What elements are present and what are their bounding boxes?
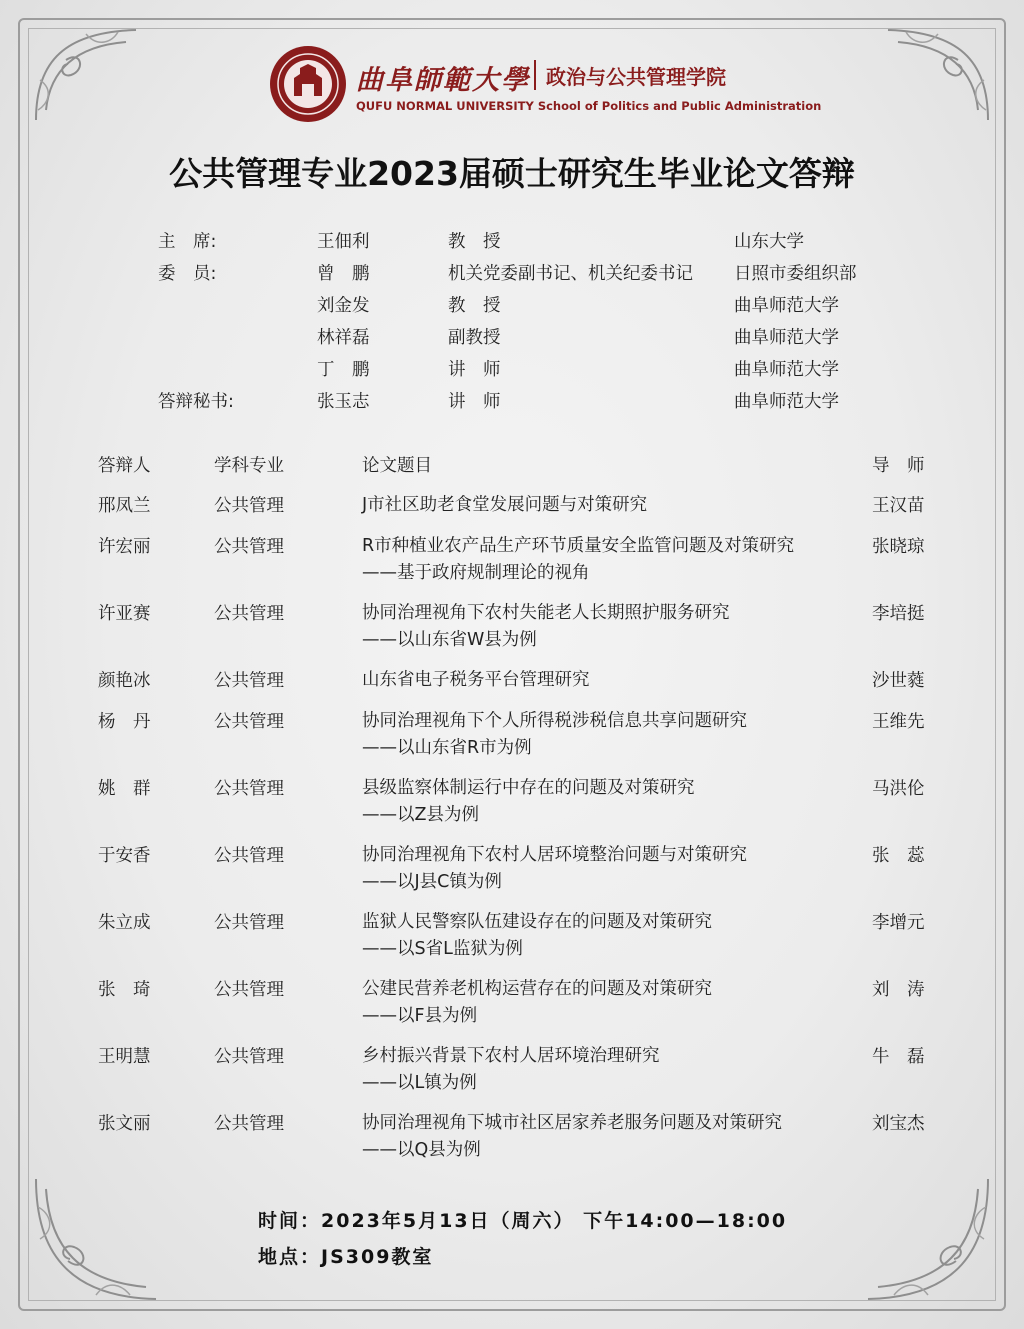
student-major: 公共管理 — [214, 537, 284, 557]
student-major: 公共管理 — [214, 712, 284, 732]
committee-org: 山东大学 — [734, 232, 804, 252]
table-row — [98, 1043, 958, 1110]
thesis-main: 协同治理视角下个人所得税涉税信息共享问题研究 — [362, 711, 747, 731]
committee-title: 机关党委副书记、机关纪委书记 — [448, 264, 693, 284]
committee-org: 日照市委组织部 — [734, 264, 857, 284]
committee-row — [158, 260, 918, 292]
committee-row — [158, 324, 918, 356]
committee-org: 曲阜师范大学 — [734, 328, 839, 348]
student-major: 公共管理 — [214, 496, 284, 516]
university-seal — [268, 44, 348, 128]
advisor-name: 张晓琼 — [872, 537, 925, 557]
advisor-name: 李培挺 — [872, 604, 925, 624]
table-row — [98, 775, 958, 842]
thesis-title — [362, 708, 747, 762]
committee-row — [158, 292, 918, 324]
committee-role: 主 席: — [158, 232, 217, 252]
advisor-name: 牛 磊 — [872, 1047, 925, 1067]
advisor-name: 沙世蕤 — [872, 671, 925, 691]
thesis-subtitle: ——以S省L监狱为例 — [362, 939, 523, 959]
header-divider — [534, 60, 536, 90]
thesis-main: R市种植业农产品生产环节质量安全监管问题及对策研究 — [362, 536, 795, 556]
flourish-ornament-top-left — [26, 20, 156, 130]
thesis-main: 协同治理视角下农村失能老人长期照护服务研究 — [362, 603, 730, 623]
advisor-name: 王汉苗 — [872, 496, 925, 516]
student-major: 公共管理 — [214, 846, 284, 866]
student-name: 许宏丽 — [98, 537, 151, 557]
thesis-subtitle: ——以J县C镇为例 — [362, 872, 502, 892]
advisor-name: 刘 涛 — [872, 980, 925, 1000]
thesis-title — [362, 976, 712, 1030]
committee-name: 王佃利 — [317, 232, 370, 252]
student-major: 公共管理 — [214, 1047, 284, 1067]
flourish-ornament-top-right — [868, 20, 998, 130]
thesis-main: 山东省电子税务平台管理研究 — [362, 670, 590, 690]
thesis-main: 县级监察体制运行中存在的问题及对策研究 — [362, 778, 695, 798]
header-advisor: 导 师 — [872, 456, 925, 476]
thesis-title — [362, 1043, 660, 1097]
committee-title: 教 授 — [448, 296, 501, 316]
thesis-main: 公建民营养老机构运营存在的问题及对策研究 — [362, 979, 712, 999]
school-header — [268, 44, 822, 130]
thesis-title — [362, 775, 695, 829]
thesis-title — [362, 492, 647, 519]
thesis-subtitle: ——以Q县为例 — [362, 1140, 481, 1160]
committee-row — [158, 228, 918, 260]
committee-name: 曾 鹏 — [317, 264, 370, 284]
advisor-name: 王维先 — [872, 712, 925, 732]
table-row — [98, 909, 958, 976]
student-name: 颜艳冰 — [98, 671, 151, 691]
thesis-main: 协同治理视角下城市社区居家养老服务问题及对策研究 — [362, 1113, 782, 1133]
page-title: 公共管理专业2023届硕士研究生毕业论文答辩 — [169, 154, 855, 193]
table-row — [98, 492, 958, 533]
committee-org: 曲阜师范大学 — [734, 392, 839, 412]
thesis-subtitle: ——以L镇为例 — [362, 1073, 477, 1093]
committee-name: 刘金发 — [317, 296, 370, 316]
header-thesis: 论文题目 — [362, 456, 432, 476]
defense-table — [98, 452, 958, 1177]
table-row — [98, 708, 958, 775]
committee-list — [158, 228, 918, 420]
table-row — [98, 600, 958, 667]
student-major: 公共管理 — [214, 671, 284, 691]
advisor-name: 李增元 — [872, 913, 925, 933]
advisor-name: 马洪伦 — [872, 779, 925, 799]
flourish-ornament-bottom-right — [848, 1169, 998, 1309]
thesis-subtitle: ——基于政府规制理论的视角 — [362, 563, 590, 583]
school-name-cn: 政治与公共管理学院 — [546, 65, 726, 89]
committee-title: 教 授 — [448, 232, 501, 252]
committee-title: 讲 师 — [448, 392, 501, 412]
defense-header-row — [98, 452, 958, 492]
student-name: 张文丽 — [98, 1114, 151, 1134]
student-major: 公共管理 — [214, 779, 284, 799]
student-major: 公共管理 — [214, 913, 284, 933]
committee-org: 曲阜师范大学 — [734, 296, 839, 316]
thesis-title — [362, 909, 712, 963]
table-row — [98, 1110, 958, 1177]
table-row — [98, 667, 958, 708]
committee-org: 曲阜师范大学 — [734, 360, 839, 380]
header-student: 答辩人 — [98, 456, 151, 476]
student-major: 公共管理 — [214, 604, 284, 624]
table-row — [98, 533, 958, 600]
committee-role: 委 员: — [158, 264, 217, 284]
thesis-main: 协同治理视角下农村人居环境整治问题与对策研究 — [362, 845, 747, 865]
student-name: 邢凤兰 — [98, 496, 151, 516]
committee-title: 副教授 — [448, 328, 501, 348]
thesis-main: 乡村振兴背景下农村人居环境治理研究 — [362, 1046, 660, 1066]
thesis-subtitle: ——以山东省R市为例 — [362, 738, 532, 758]
committee-name: 丁 鹏 — [317, 360, 370, 380]
header-major: 学科专业 — [214, 456, 284, 476]
committee-row — [158, 356, 918, 388]
table-row — [98, 976, 958, 1043]
event-time: 时间：2023年5月13日（周六） 下午14:00—18:00 — [258, 1210, 788, 1232]
thesis-title — [362, 842, 747, 896]
thesis-subtitle: ——以Z县为例 — [362, 805, 479, 825]
university-name-en: QUFU NORMAL UNIVERSITY School of Politics and Public Administration — [356, 99, 822, 113]
committee-role: 答辩秘书: — [158, 392, 234, 412]
student-major: 公共管理 — [214, 1114, 284, 1134]
student-name: 姚 群 — [98, 779, 151, 799]
student-name: 于安香 — [98, 846, 151, 866]
thesis-title — [362, 533, 794, 587]
thesis-subtitle: ——以山东省W县为例 — [362, 630, 537, 650]
committee-name: 张玉志 — [317, 392, 370, 412]
thesis-subtitle: ——以F县为例 — [362, 1006, 478, 1026]
student-name: 朱立成 — [98, 913, 151, 933]
committee-title: 讲 师 — [448, 360, 501, 380]
thesis-main: J市社区助老食堂发展问题与对策研究 — [362, 495, 648, 515]
student-name: 许亚赛 — [98, 604, 151, 624]
event-info — [258, 1206, 858, 1278]
university-name-cn: 曲阜師範大學 — [356, 65, 530, 96]
advisor-name: 张 蕊 — [872, 846, 925, 866]
thesis-main: 监狱人民警察队伍建设存在的问题及对策研究 — [362, 912, 712, 932]
flourish-ornament-bottom-left — [26, 1169, 176, 1309]
thesis-title — [362, 667, 590, 694]
committee-name: 林祥磊 — [317, 328, 370, 348]
student-name: 王明慧 — [98, 1047, 151, 1067]
event-place: 地点：JS309教室 — [258, 1246, 434, 1268]
committee-row — [158, 388, 918, 420]
student-name: 杨 丹 — [98, 712, 151, 732]
advisor-name: 刘宝杰 — [872, 1114, 925, 1134]
table-row — [98, 842, 958, 909]
student-major: 公共管理 — [214, 980, 284, 1000]
thesis-title — [362, 600, 730, 654]
thesis-title — [362, 1110, 782, 1164]
student-name: 张 琦 — [98, 980, 151, 1000]
